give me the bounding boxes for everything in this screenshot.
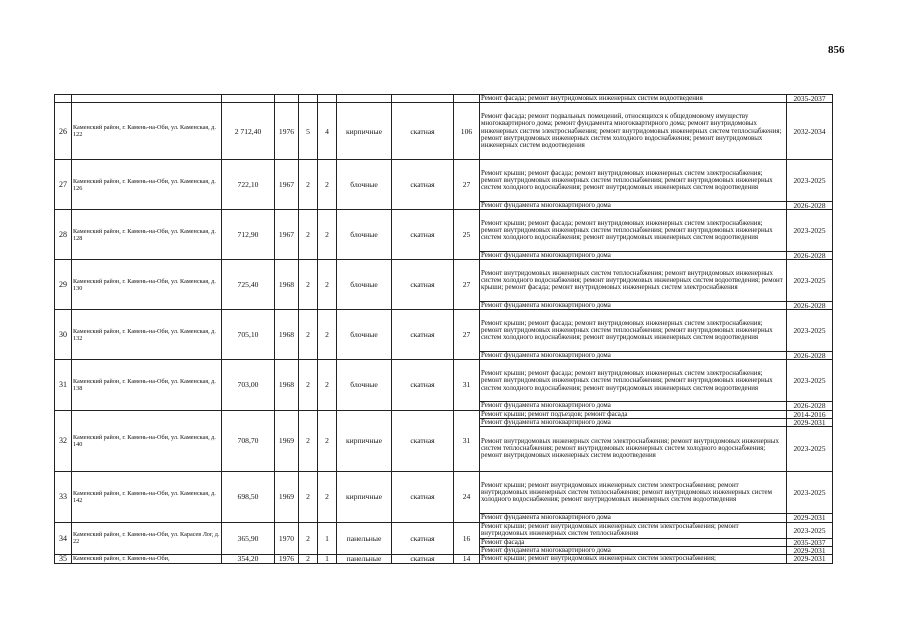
- floors-cell: 2: [299, 210, 318, 260]
- repair-works-cell: Ремонт фасада; ремонт внутридомовых инженерных систем водоотведения: [480, 95, 787, 103]
- table-row: [55, 522, 833, 538]
- year-cell: 1968: [275, 360, 299, 410]
- roof-type-cell: скатная: [392, 410, 454, 471]
- apartments-cell: 31: [454, 360, 480, 410]
- repair-period-cell: 2029-2031: [787, 513, 833, 522]
- wall-material-cell: кирпичные: [337, 471, 392, 522]
- row-number: 34: [55, 522, 72, 554]
- apartments-cell: 16: [454, 522, 480, 554]
- repair-works-cell: Ремонт фундамента многоквартирного дома: [480, 302, 787, 310]
- entrances-cell: 1: [318, 554, 337, 563]
- row-number: 30: [55, 310, 72, 360]
- apartments-cell: [454, 95, 480, 103]
- area-cell: 703,00: [222, 360, 275, 410]
- repair-period-cell: 2014-2016: [787, 410, 833, 418]
- repair-period-cell: 2023-2025: [787, 426, 833, 471]
- row-number: 31: [55, 360, 72, 410]
- entrances-cell: 2: [318, 410, 337, 471]
- repair-works-cell: Ремонт крыши; ремонт подъездов; ремонт фасада: [480, 410, 787, 418]
- apartments-cell: 27: [454, 310, 480, 360]
- row-number: 32: [55, 410, 72, 471]
- floors-cell: 2: [299, 260, 318, 310]
- apartments-cell: 27: [454, 260, 480, 310]
- repair-period-cell: 2026-2028: [787, 352, 833, 360]
- wall-material-cell: панельные: [337, 554, 392, 563]
- wall-material-cell: блочные: [337, 160, 392, 210]
- repair-period-cell: 2032-2034: [787, 103, 833, 160]
- address-cell: Каменский район, г. Камень-на-Оби, ул. Каменская, д. 126: [72, 160, 222, 210]
- table-row: [55, 95, 833, 103]
- repair-works-cell: Ремонт крыши; ремонт фасада; ремонт внутридомовых инженерных систем электроснабжения; ремонт внутридомовых инженерных систем теплоснабжения; ремонт внутридомовых инженерных систем холодного водоснабжения; ремонт внутридомовых инженерных систем водоотведения: [480, 310, 787, 352]
- address-cell: Каменский район, г. Камень-на-Оби, ул. Каменская, д. 140: [72, 410, 222, 471]
- row-number: 28: [55, 210, 72, 260]
- roof-type-cell: скатная: [392, 260, 454, 310]
- entrances-cell: 2: [318, 360, 337, 410]
- table-row: [55, 160, 833, 202]
- year-cell: 1969: [275, 410, 299, 471]
- repair-period-cell: 2026-2028: [787, 202, 833, 210]
- area-cell: 725,40: [222, 260, 275, 310]
- repair-period-cell: 2026-2028: [787, 302, 833, 310]
- repair-works-cell: Ремонт фундамента многоквартирного дома: [480, 513, 787, 522]
- apartments-cell: 14: [454, 554, 480, 563]
- floors-cell: 5: [299, 103, 318, 160]
- table-row: [55, 260, 833, 302]
- table-row: [55, 310, 833, 352]
- floors-cell: 2: [299, 410, 318, 471]
- table-row: [55, 103, 833, 160]
- repair-period-cell: 2026-2028: [787, 252, 833, 260]
- wall-material-cell: блочные: [337, 310, 392, 360]
- area-cell: 2 712,40: [222, 103, 275, 160]
- entrances-cell: [318, 95, 337, 103]
- repair-period-cell: 2023-2025: [787, 260, 833, 302]
- repair-period-cell: 2029-2031: [787, 418, 833, 426]
- entrances-cell: 1: [318, 522, 337, 554]
- repair-works-cell: Ремонт фасада: [480, 538, 787, 546]
- area-cell: 708,70: [222, 410, 275, 471]
- wall-material-cell: кирпичные: [337, 103, 392, 160]
- wall-material-cell: кирпичные: [337, 410, 392, 471]
- entrances-cell: 2: [318, 210, 337, 260]
- repair-period-cell: 2023-2025: [787, 210, 833, 252]
- row-number: 33: [55, 471, 72, 522]
- year-cell: 1968: [275, 310, 299, 360]
- address-cell: Каменский район, г. Камень-на-Оби, ул. Каменская, д. 130: [72, 260, 222, 310]
- roof-type-cell: скатная: [392, 310, 454, 360]
- row-number: 29: [55, 260, 72, 310]
- repair-works-cell: Ремонт крыши; ремонт фасада; ремонт внутридомовых инженерных систем электроснабжения; ремонт внутридомовых инженерных систем теплоснабжения; ремонт внутридомовых инженерных систем холодного водоснабжения; ремонт внутридомовых инженерных систем водоотведения: [480, 210, 787, 252]
- repair-works-cell: Ремонт крыши; ремонт внутридомовых инженерных систем электроснабжения; ремонт внутридомовых инженерных систем теплоснабжения: [480, 522, 787, 538]
- entrances-cell: 2: [318, 160, 337, 210]
- apartments-cell: 31: [454, 410, 480, 471]
- floors-cell: 2: [299, 471, 318, 522]
- address-cell: Каменский район, г. Камень-на-Оби, ул. Каменская, д. 132: [72, 310, 222, 360]
- repair-period-cell: 2023-2025: [787, 310, 833, 352]
- roof-type-cell: [392, 95, 454, 103]
- wall-material-cell: [337, 95, 392, 103]
- year-cell: [275, 95, 299, 103]
- address-cell: Каменский район, г. Камень-на-Оби, ул. Карасев Лог, д. 22: [72, 522, 222, 554]
- year-cell: 1967: [275, 210, 299, 260]
- floors-cell: [299, 95, 318, 103]
- year-cell: 1976: [275, 554, 299, 563]
- repair-works-cell: Ремонт внутридомовых инженерных систем электроснабжения; ремонт внутридомовых инженерных систем теплоснабжения; ремонт внутридомовых инженерных систем холодного водоснабжения; ремонт внутридомовых инженерных систем водоотведения: [480, 426, 787, 471]
- roof-type-cell: скатная: [392, 360, 454, 410]
- housing-repair-table: [54, 94, 833, 564]
- row-number: 27: [55, 160, 72, 210]
- repair-works-cell: Ремонт фундамента многоквартирного дома: [480, 418, 787, 426]
- entrances-cell: 2: [318, 260, 337, 310]
- table-row: [55, 360, 833, 402]
- roof-type-cell: скатная: [392, 210, 454, 260]
- row-number: 26: [55, 103, 72, 160]
- address-cell: Каменский район, г. Камень-на-Оби, ул. Каменская, д. 138: [72, 360, 222, 410]
- roof-type-cell: скатная: [392, 103, 454, 160]
- area-cell: [222, 95, 275, 103]
- table-row: [55, 210, 833, 252]
- table-row: [55, 410, 833, 418]
- apartments-cell: 106: [454, 103, 480, 160]
- entrances-cell: 2: [318, 310, 337, 360]
- floors-cell: 2: [299, 160, 318, 210]
- repair-period-cell: 2029-2031: [787, 546, 833, 554]
- roof-type-cell: скатная: [392, 160, 454, 210]
- year-cell: 1969: [275, 471, 299, 522]
- repair-period-cell: 2026-2028: [787, 402, 833, 410]
- entrances-cell: 4: [318, 103, 337, 160]
- entrances-cell: 2: [318, 471, 337, 522]
- page-number: 856: [828, 44, 845, 56]
- repair-period-cell: 2023-2025: [787, 522, 833, 538]
- roof-type-cell: скатная: [392, 522, 454, 554]
- repair-works-cell: Ремонт крыши; ремонт внутридомовых инженерных систем электроснабжения; ремонт внутридомовых инженерных систем теплоснабжения; ремонт внутридомовых инженерных систем холодного водоснабжения; ремонт внутридомовых инженерных систем водоотведения: [480, 471, 787, 513]
- roof-type-cell: скатная: [392, 554, 454, 563]
- area-cell: 722,10: [222, 160, 275, 210]
- area-cell: 705,10: [222, 310, 275, 360]
- apartments-cell: 24: [454, 471, 480, 522]
- floors-cell: 2: [299, 554, 318, 563]
- repair-period-cell: 2035-2037: [787, 95, 833, 103]
- table-row: [55, 554, 833, 563]
- area-cell: 365,90: [222, 522, 275, 554]
- repair-works-cell: Ремонт крыши; ремонт фасада; ремонт внутридомовых инженерных систем электроснабжения; ремонт внутридомовых инженерных систем теплоснабжения; ремонт внутридомовых инженерных систем холодного водоснабжения; ремонт внутридомовых инженерных систем водоотведения: [480, 360, 787, 402]
- row-number: [55, 95, 72, 103]
- repair-period-cell: 2035-2037: [787, 538, 833, 546]
- repair-works-cell: Ремонт крыши; ремонт внутридомовых инженерных систем электроснабжения;: [480, 554, 787, 563]
- area-cell: 712,90: [222, 210, 275, 260]
- repair-works-cell: Ремонт крыши; ремонт фасада; ремонт внутридомовых инженерных систем электроснабжения; ремонт внутридомовых инженерных систем теплоснабжения; ремонт внутридомовых инженерных систем холодного водоснабжения; ремонт внутридомовых инженерных систем водоотведения: [480, 160, 787, 202]
- address-cell: Каменский район, г. Камень-на-Оби,: [72, 554, 222, 563]
- wall-material-cell: панельные: [337, 522, 392, 554]
- address-cell: Каменский район, г. Камень-на-Оби, ул. Каменская, д. 122: [72, 103, 222, 160]
- repair-period-cell: 2029-2031: [787, 554, 833, 563]
- repair-works-cell: Ремонт фундамента многоквартирного дома: [480, 202, 787, 210]
- floors-cell: 2: [299, 310, 318, 360]
- area-cell: 698,50: [222, 471, 275, 522]
- floors-cell: 2: [299, 522, 318, 554]
- repair-works-cell: Ремонт фундамента многоквартирного дома: [480, 252, 787, 260]
- year-cell: 1976: [275, 103, 299, 160]
- repair-works-cell: Ремонт фундамента многоквартирного дома: [480, 546, 787, 554]
- repair-period-cell: 2023-2025: [787, 360, 833, 402]
- repair-works-cell: Ремонт фундамента многоквартирного дома: [480, 352, 787, 360]
- repair-works-cell: Ремонт фасада; ремонт подвальных помещений, относящихся к общедомовому имуществу многоквартирного дома; ремонт фундамента многоквартирного дома; ремонт внутридомовых инженерных систем электроснабжения; ремонт внутридомовых инженерных систем теплоснабжения; ремонт внутридомовых инженерных систем холодного водоснабжения; ремонт внутридомовых инженерных систем водоотведения: [480, 103, 787, 160]
- wall-material-cell: блочные: [337, 210, 392, 260]
- apartments-cell: 25: [454, 210, 480, 260]
- floors-cell: 2: [299, 360, 318, 410]
- wall-material-cell: блочные: [337, 360, 392, 410]
- table-row: [55, 471, 833, 513]
- address-cell: Каменский район, г. Камень-на-Оби, ул. Каменская, д. 142: [72, 471, 222, 522]
- apartments-cell: 27: [454, 160, 480, 210]
- row-number: 35: [55, 554, 72, 563]
- address-cell: [72, 95, 222, 103]
- wall-material-cell: блочные: [337, 260, 392, 310]
- repair-period-cell: 2023-2025: [787, 160, 833, 202]
- address-cell: Каменский район, г. Камень-на-Оби, ул. Каменская, д. 128: [72, 210, 222, 260]
- repair-period-cell: 2023-2025: [787, 471, 833, 513]
- year-cell: 1967: [275, 160, 299, 210]
- year-cell: 1968: [275, 260, 299, 310]
- repair-works-cell: Ремонт внутридомовых инженерных систем теплоснабжения; ремонт внутридомовых инженерных систем холодного водоснабжения; ремонт внутридомовых инженерных систем водоотведения; ремонт крыши; ремонт фасада; ремонт внутридомовых инженерных систем электроснабжения: [480, 260, 787, 302]
- roof-type-cell: скатная: [392, 471, 454, 522]
- repair-works-cell: Ремонт фундамента многоквартирного дома: [480, 402, 787, 410]
- area-cell: 354,20: [222, 554, 275, 563]
- year-cell: 1970: [275, 522, 299, 554]
